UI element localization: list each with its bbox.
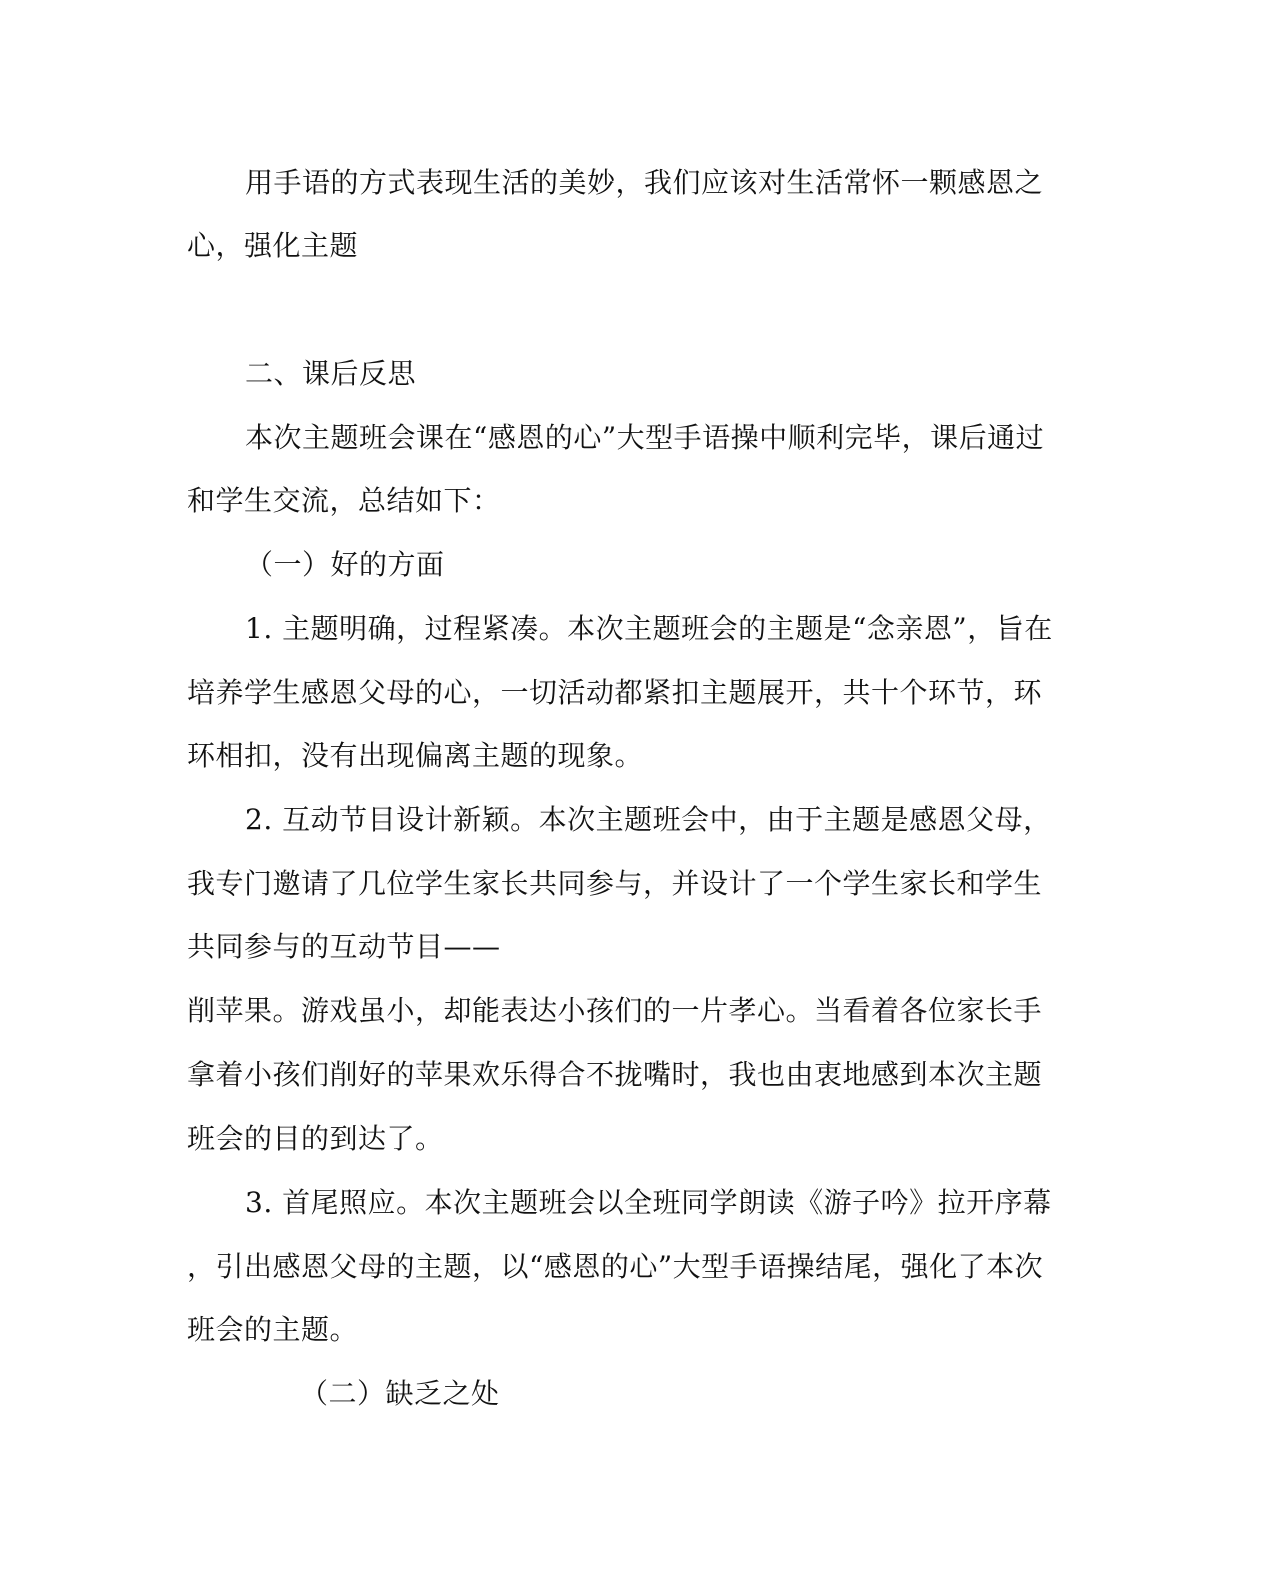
subsection-heading: （一）好的方面: [245, 548, 445, 581]
paragraph-line: 心，强化主题: [187, 229, 359, 262]
paragraph-line: 削苹果。游戏虽小，却能表达小孩们的一片孝心。当看着各位家长手: [187, 994, 1043, 1027]
paragraph-line: 1. 主题明确，过程紧凑。本次主题班会的主题是“念亲恩”，旨在: [245, 612, 1053, 645]
paragraph-line: 本次主题班会课在“感恩的心”大型手语操中顺利完毕，课后通过: [245, 421, 1045, 454]
paragraph-line: 班会的主题。: [187, 1313, 359, 1346]
paragraph-line: 共同参与的互动节目——: [187, 930, 501, 963]
paragraph-line: 和学生交流，总结如下：: [187, 484, 501, 517]
paragraph-line: 2. 互动节目设计新颖。本次主题班会中，由于主题是感恩父母，: [245, 803, 1052, 836]
subsection-heading: （二）缺乏之处: [300, 1377, 500, 1410]
paragraph-line: 我专门邀请了几位学生家长共同参与，并设计了一个学生家长和学生: [187, 867, 1043, 900]
paragraph-line: 环相扣，没有出现偏离主题的现象。: [187, 739, 644, 772]
paragraph-line: 班会的目的到达了。: [187, 1122, 444, 1155]
section-heading: 二、课后反思: [245, 357, 417, 390]
paragraph-line: ，引出感恩父母的主题，以“感恩的心”大型手语操结尾，强化了本次: [187, 1250, 1044, 1283]
paragraph-line: 用手语的方式表现生活的美妙，我们应该对生活常怀一颗感恩之: [245, 166, 1044, 199]
paragraph-line: 拿着小孩们削好的苹果欢乐得合不拢嘴时，我也由衷地感到本次主题: [187, 1058, 1043, 1091]
paragraph-line: 3. 首尾照应。本次主题班会以全班同学朗读《游子吟》拉开序幕: [245, 1186, 1052, 1219]
paragraph-line: 培养学生感恩父母的心，一切活动都紧扣主题展开，共十个环节，环: [187, 676, 1043, 709]
